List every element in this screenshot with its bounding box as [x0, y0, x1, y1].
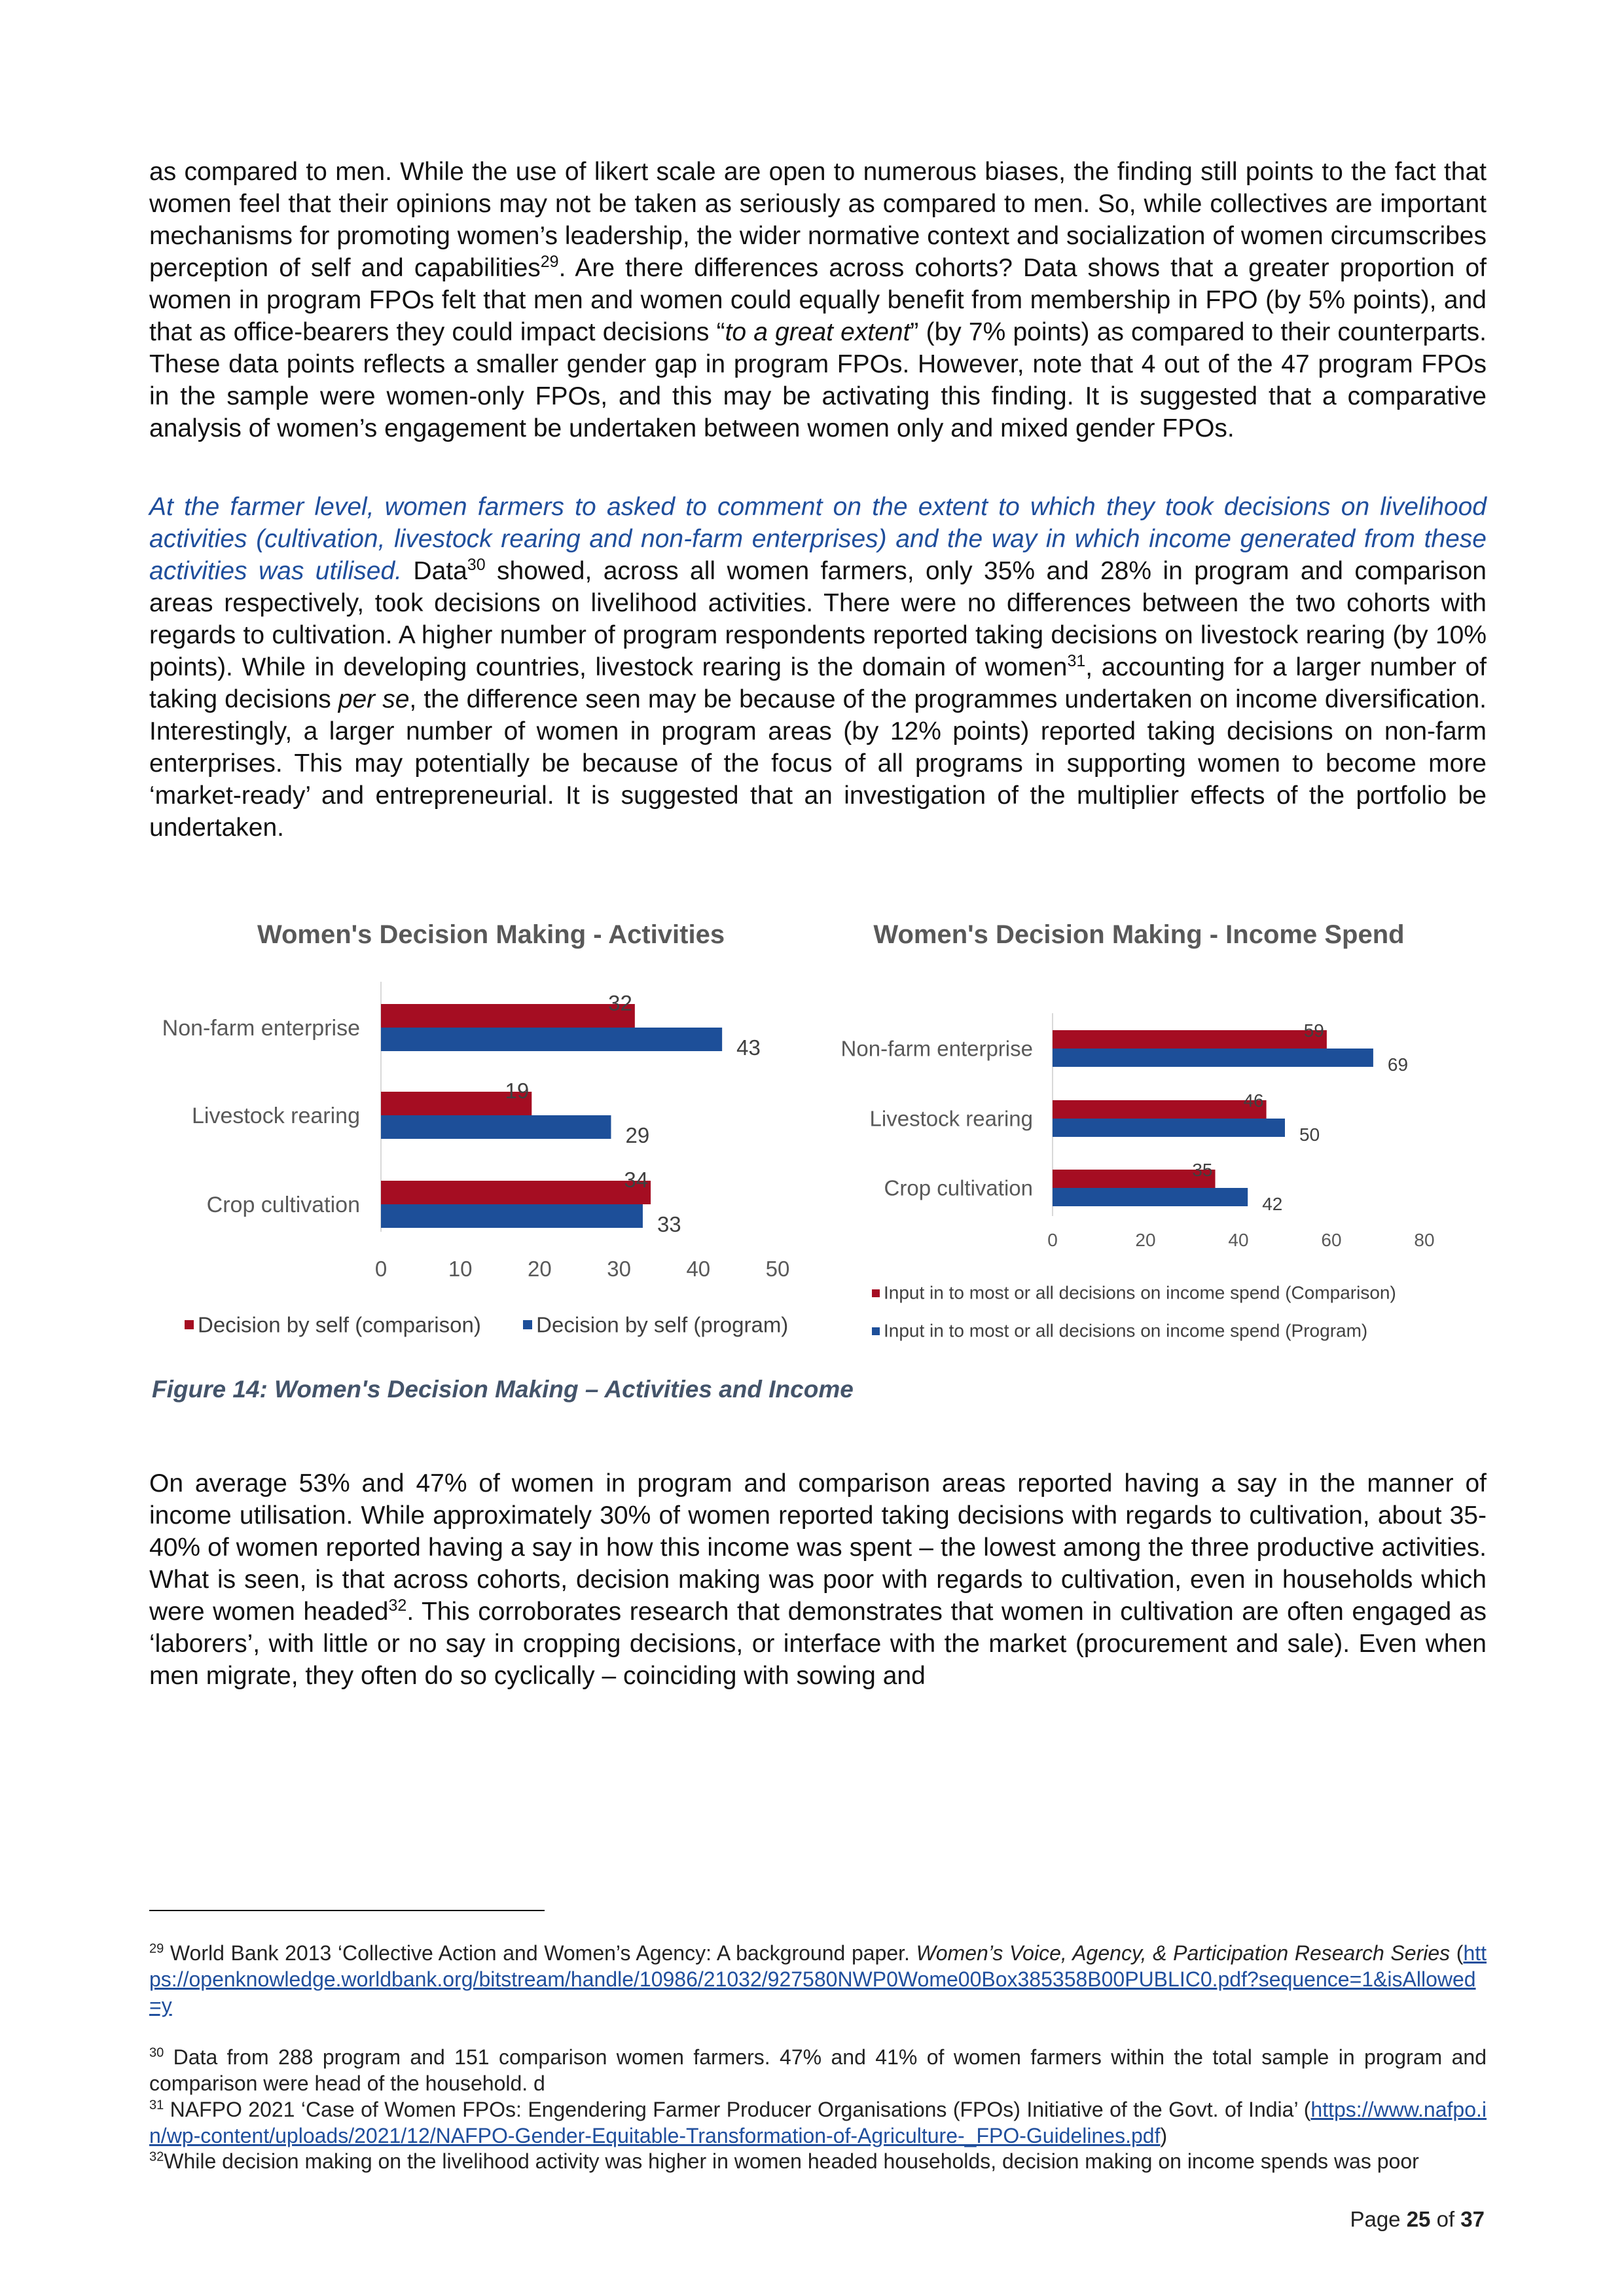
p1-text-b: . Are there differences across cohorts? Data shows that a greater proportion of women in program FPOs felt that men and women could equally benefit from membership in FPO (by 5% points), and that as office-bearers they could impact decisions “	[149, 254, 1487, 346]
chart-0-data-label: 34	[624, 1168, 649, 1192]
chart-1-data-label: 46	[1243, 1090, 1264, 1111]
figure-caption: Figure 14: Women's Decision Making – Activities and Income	[152, 1376, 854, 1403]
chart-0-data-label: 32	[608, 991, 632, 1015]
footnote-32	[149, 2148, 1487, 2174]
chart-1-category-label: Livestock rearing	[869, 1106, 1033, 1131]
chart-0-bar-program	[381, 1204, 643, 1228]
chart-0-bar-comparison	[381, 1004, 635, 1028]
footnote-31-link[interactable]: https://www.nafpo.in/wp-content/uploads/2021/12/NAFPO-Gender-Equitable-Transformation-of-Agriculture-_FPO-Guidelines.pdf	[149, 2098, 1487, 2147]
chart-1-category-label: Non-farm enterprise	[840, 1036, 1033, 1061]
page-label: Page	[1350, 2207, 1407, 2231]
chart-1-bar-comparison	[1053, 1170, 1216, 1188]
p2-highlight-text: At the farmer level, women farmers to asked to comment on the extent to which they took decisions on livelihood activities (cultivation, livestock rearing and non-farm enterprises) and the way in which income generated from these activities was utilised.	[149, 493, 1487, 585]
legend-label-comparison: Decision by self (comparison)	[198, 1312, 481, 1337]
chart-1-tick-label: 80	[1414, 1230, 1435, 1250]
chart-0-bar-program	[381, 1115, 611, 1139]
chart-0-bar-comparison	[381, 1181, 651, 1204]
footnote-31-text: NAFPO 2021 ‘Case of Women FPOs: Engendering Farmer Producer Organisations (FPOs) Initiative of the Govt. of India’ (	[164, 2098, 1311, 2121]
chart-1-data-label: 50	[1299, 1124, 1320, 1145]
legend-swatch-income-program	[872, 1327, 880, 1335]
footnote-ref-30[interactable]: 30	[467, 556, 486, 574]
footnote-29-link[interactable]: https://openknowledge.worldbank.org/bitstream/handle/10986/21032/927580NWP0Wome00Box385358B00PUBLIC0.pdf?sequence=1&isAllowed=y	[149, 1941, 1487, 2017]
legend-label-income-comparison: Input in to most or all decisions on income spend (Comparison)	[884, 1282, 1396, 1303]
p2-text-c: , accounting for a larger number of taking decisions	[149, 653, 1487, 713]
p3-text-b: . This corroborates research that demonstrates that women in cultivation are often engaged as ‘laborers’, with little or no say in cropping decisions, or interface with the market (procurement and sale). Even when men migrate, they often do so cyclically – coinciding with sowing and	[149, 1598, 1487, 1690]
chart-0-category-label: Non-farm enterprise	[162, 1015, 360, 1041]
chart-1-bar-program	[1053, 1049, 1373, 1067]
footnote-29-text: World Bank 2013 ‘Collective Action and Women’s Agency: A background paper.	[164, 1941, 916, 1965]
footnote-30-number: 30	[149, 2045, 164, 2060]
chart-1-data-label: 69	[1387, 1054, 1409, 1075]
page-number	[1350, 2207, 1485, 2232]
footnote-30	[149, 2044, 1487, 2096]
footnote-30-text: Data from 288 program and 151 comparison women farmers. 47% and 41% of women farmers within the total sample in program and comparison were head of the household. d	[149, 2045, 1487, 2095]
footnote-31-paren: )	[1160, 2124, 1168, 2147]
chart-0-bar-program	[381, 1028, 722, 1051]
legend-label-income-program: Input in to most or all decisions on income spend (Program)	[884, 1320, 1368, 1341]
legend-swatch-income-comparison	[872, 1289, 880, 1297]
paragraph-3	[149, 1467, 1487, 1692]
legend-label-program: Decision by self (program)	[536, 1312, 789, 1337]
chart-0-data-label: 19	[505, 1079, 530, 1103]
chart-0-tick-label: 50	[765, 1257, 790, 1281]
footnote-32-text: While decision making on the livelihood activity was higher in women headed households, decision making on income spends was poor	[164, 2149, 1419, 2173]
page-current: 25	[1406, 2207, 1431, 2231]
chart-1-bar-comparison	[1053, 1100, 1267, 1119]
footnote-ref-29[interactable]: 29	[540, 253, 559, 271]
chart-income-legend-program	[872, 1319, 1367, 1342]
p2-emphasis: per se	[338, 685, 410, 713]
page-total: 37	[1460, 2207, 1485, 2231]
footnote-ref-31[interactable]: 31	[1067, 652, 1086, 670]
chart-1-bar-program	[1053, 1119, 1285, 1137]
legend-swatch-program	[523, 1320, 532, 1329]
p1-text-c: ” (by 7% points) as compared to their counterparts. These data points reflects a smaller gender gap in program FPOs. However, note that 4 out of the 47 program FPOs in the sample were women-only FPOs, and this may be activating this finding. It is suggested that a comparative analysis of women’s engagement be undertaken between women only and mixed gender FPOs.	[149, 318, 1487, 442]
chart-1-data-label: 42	[1262, 1194, 1283, 1214]
chart-1-tick-label: 60	[1321, 1230, 1342, 1250]
chart-1-data-label: 35	[1192, 1160, 1213, 1180]
page-of: of	[1430, 2207, 1461, 2231]
legend-swatch-comparison	[185, 1320, 194, 1329]
footnote-29-paren: (	[1450, 1941, 1464, 1965]
chart-1-tick-label: 0	[1047, 1230, 1058, 1250]
footnote-29-series: Women’s Voice, Agency, & Participation Research Series	[916, 1941, 1451, 1965]
chart-0-tick-label: 30	[607, 1257, 631, 1281]
chart-0-tick-label: 40	[686, 1257, 711, 1281]
chart-0-data-label: 33	[657, 1212, 681, 1236]
p2-text-a: Data	[401, 557, 467, 585]
p2-text-d: , the difference seen may be because of the programmes undertaken on income diversification. Interestingly, a larger number of women in program areas (by 12% points) reported taking decisions on non-farm enterprises. This may potentially be because of the focus of all programs in supporting women to become more ‘market-ready’ and entrepreneurial. It is suggested that an investigation of the multiplier effects of the portfolio be undertaken.	[149, 685, 1487, 842]
p2-text-b: showed, across all women farmers, only 35% and 28% in program and comparison areas respectively, took decisions on livelihood activities. There were no differences between the two cohorts with regards to cultivation. A higher number of program respondents reported taking decisions on livestock rearing (by 10% points). While in developing countries, livestock rearing is the domain of women	[149, 557, 1487, 681]
chart-0-tick-label: 10	[448, 1257, 473, 1281]
footnote-ref-32[interactable]: 32	[388, 1596, 407, 1615]
chart-activities-legend	[185, 1311, 788, 1337]
chart-1-category-label: Crop cultivation	[884, 1175, 1033, 1200]
chart-0-data-label: 43	[736, 1035, 761, 1060]
chart-0-data-label: 29	[625, 1123, 650, 1147]
chart-income-title: Women's Decision Making - Income Spend	[873, 920, 1405, 949]
footnote-separator	[149, 1910, 545, 1911]
chart-1-tick-label: 20	[1135, 1230, 1156, 1250]
p1-text-a: as compared to men. While the use of likert scale are open to numerous biases, the finding still points to the fact that women feel that their opinions may not be taken as seriously as compared to men. So, while collectives are important mechanisms for promoting women’s leadership, the wider normative context and socialization of women circumscribes perception of self and capabilities	[149, 158, 1487, 282]
chart-1-bar-program	[1053, 1188, 1248, 1206]
chart-income-legend-comparison	[872, 1282, 1396, 1304]
chart-0-category-label: Livestock rearing	[191, 1103, 360, 1128]
chart-1-tick-label: 40	[1228, 1230, 1249, 1250]
footnote-31-number: 31	[149, 2098, 164, 2113]
footnote-29	[149, 1940, 1487, 2018]
chart-1-data-label: 59	[1303, 1020, 1324, 1041]
footnote-32-number: 32	[149, 2149, 164, 2164]
p3-text-a: On average 53% and 47% of women in program and comparison areas reported having a say in the manner of income utilisation. While approximately 30% of women reported taking decisions with regards to cultivation, about 35-40% of women reported having a say in how this income was spent – the lowest among the three productive activities. What is seen, is that across cohorts, decision making was poor with regards to cultivation, even in households which were women headed	[149, 1469, 1487, 1626]
p1-emphasis: to a great extent	[725, 318, 911, 346]
chart-activities-title: Women's Decision Making - Activities	[257, 920, 725, 949]
chart-0-tick-label: 0	[374, 1257, 388, 1281]
chart-0-tick-label: 20	[528, 1257, 552, 1281]
chart-1-bar-comparison	[1053, 1030, 1327, 1049]
footnote-31	[149, 2096, 1487, 2149]
chart-0-category-label: Crop cultivation	[206, 1192, 360, 1217]
footnote-29-number: 29	[149, 1941, 164, 1956]
